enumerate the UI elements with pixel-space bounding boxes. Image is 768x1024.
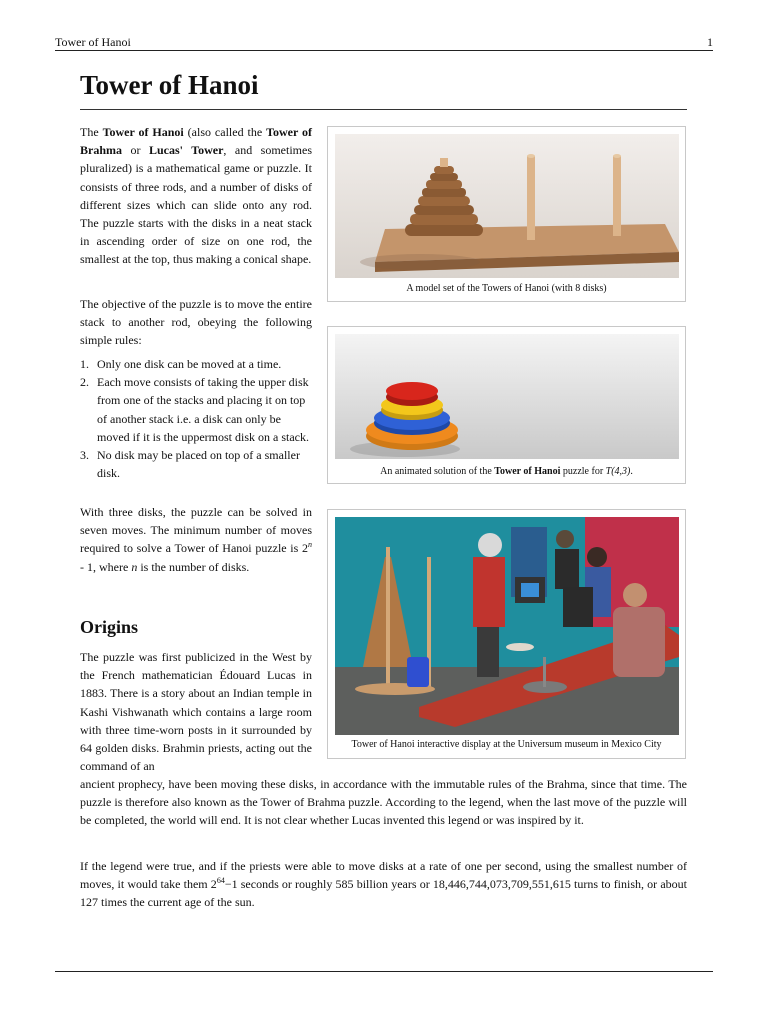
section-heading-origins: Origins (80, 617, 139, 637)
moves-paragraph (80, 503, 312, 576)
text: . (630, 466, 633, 477)
animated-disks-image (335, 334, 679, 459)
footer-rule (55, 971, 713, 972)
list-text: Each move consists of taking the upper disk from one of the stacks and placing it on top of another stack i.e. a disk can only be moved if it is the uppermost disk on a stack. (97, 375, 309, 444)
text: If the legend were true, and if the priests were able to move disks at a rate of one per second, using the smallest number of moves, it would take them 2 (80, 859, 687, 892)
text: An animated solution of the (380, 466, 495, 477)
figure-museum-display (327, 509, 686, 759)
legend-paragraph (80, 857, 687, 912)
origins-paragraph-full (80, 775, 687, 830)
page-title: Tower of Hanoi (80, 70, 259, 100)
running-header (55, 35, 713, 50)
list-item (80, 373, 312, 446)
bold-term: Tower of Hanoi (494, 466, 561, 477)
bold-term: Tower of Hanoi (102, 125, 184, 139)
wooden-model-image (335, 134, 679, 278)
page-number: 1 (707, 35, 713, 49)
running-header-title: Tower of Hanoi (55, 35, 131, 49)
figure-caption (328, 466, 685, 477)
objective-paragraph (80, 295, 312, 350)
bold-term: Tower of Brahma (80, 125, 312, 158)
figure-wooden-model (327, 126, 686, 302)
museum-photo (335, 517, 679, 735)
text: (also called the (183, 125, 267, 139)
text: is the number of disks. (137, 559, 250, 574)
title-rule (80, 109, 687, 110)
text: ancient prophecy, have been moving these disks, in accordance with the immutable rules of the Brahma, since that time. The puzzle is therefore also known as the Tower of Brahma puzzle. According to the legend, when the last move of the puzzle will be completed, the world will end. It is not clear whether Lucas invented this legend or was inspired by it. (80, 777, 687, 828)
list-number: 3. (80, 448, 89, 463)
notation: T(4,3) (605, 466, 631, 477)
superscript: 64 (216, 876, 225, 886)
list-item (80, 355, 312, 373)
figure-animated-solution (327, 326, 686, 484)
header-rule (55, 50, 713, 51)
list-text: Only one disk can be moved at a time. (97, 357, 282, 371)
list-text: No disk may be placed on top of a smaller disk. (97, 448, 300, 481)
variable: n (131, 559, 138, 574)
rules-list (80, 355, 312, 482)
list-number: 1. (80, 357, 89, 371)
superscript: n (308, 540, 312, 550)
figure-caption: A model set of the Towers of Hanoi (with 8 disks) (406, 283, 607, 294)
text: puzzle for (560, 466, 606, 477)
text: With three disks, the puzzle can be solved in seven moves. The minimum number of moves required to solve a Tower of Hanoi puzzle is 2 (80, 505, 312, 556)
text: The objective of the puzzle is to move the entire stack to another rod, obeying the following simple rules: (80, 297, 312, 348)
text: The puzzle was first publicized in the West by the French mathematician Édouard Lucas in 1883. There is a story about an Indian temple in Kashi Vishwanath which contains a large room with three time-worn posts in it surrounded by 64 golden disks. Brahmin priests, acting out the command of an (80, 650, 312, 774)
intro-paragraph (80, 123, 312, 269)
origins-paragraph-column (80, 648, 312, 775)
list-item (80, 446, 312, 482)
text: −1 seconds or roughly 585 billion years or 18,446,744,073,709,551,615 turns to finish, or about 127 times the current age of the sun. (80, 877, 688, 910)
text: - 1, where (80, 559, 132, 574)
figure-caption: Tower of Hanoi interactive display at the Universum museum in Mexico City (351, 739, 662, 750)
text: The (80, 125, 103, 139)
list-number: 2. (80, 375, 89, 390)
text: , and sometimes pluralized) is a mathematical game or puzzle. It consists of three rods, and a number of disks of different sizes which can slide onto any rod. The puzzle starts with the disks in a neat stack in ascending order of size on one rod, the smallest at the top, thus making a conical shape. (80, 143, 313, 267)
bold-term: Lucas' Tower (148, 143, 224, 158)
text: or (122, 143, 149, 158)
